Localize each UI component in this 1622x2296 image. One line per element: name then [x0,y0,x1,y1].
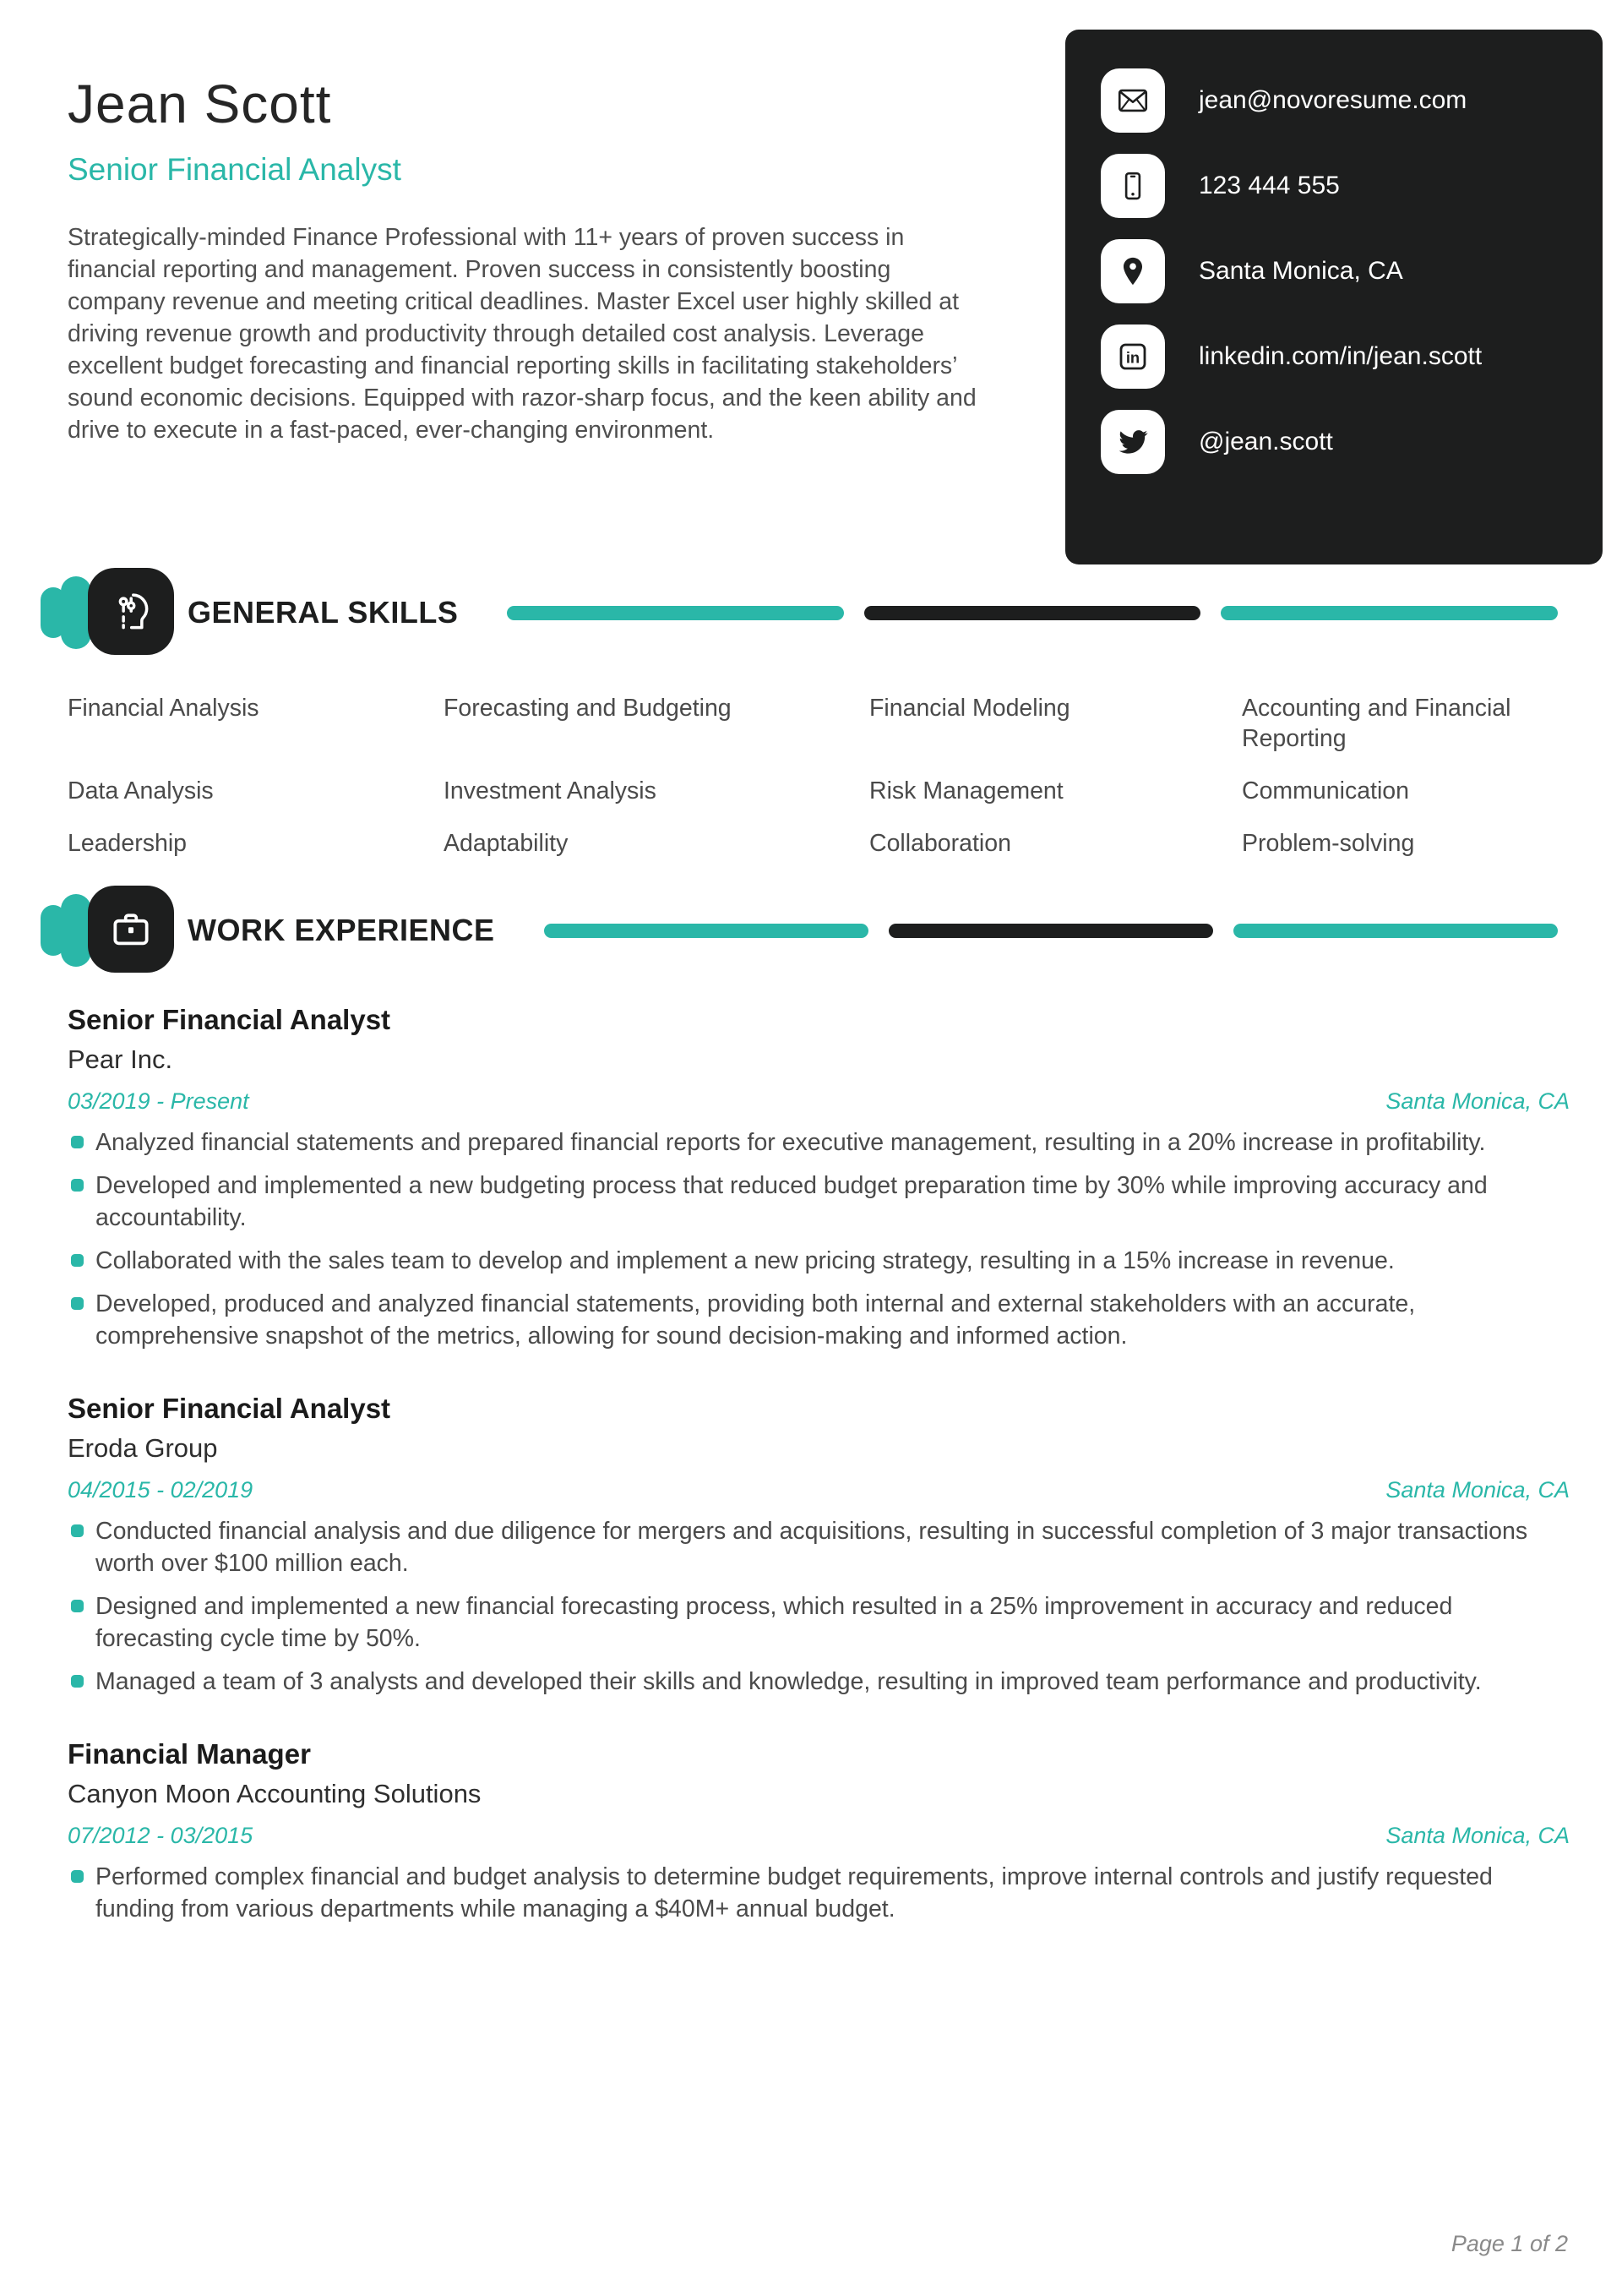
skill-item: Problem-solving [1242,830,1415,857]
skill-item: Financial Modeling [869,695,1070,722]
location-icon [1101,239,1165,303]
contact-card [1065,30,1603,564]
bullet-marker [71,1254,84,1267]
skills-section [41,568,1570,859]
job-title: Financial Manager [68,1738,311,1770]
job-company: Eroda Group [68,1433,218,1463]
rule-segment [544,924,868,938]
bullet-text: Managed a team of 3 analysts and developed their skills and knowledge, resulting in improved team performance and productivity. [95,1668,1482,1695]
bullet-marker [71,1136,84,1148]
contact-row-location [1101,239,1577,303]
skills-head-gears-icon [88,568,174,655]
intro-block [68,73,1022,446]
experience-section-header [41,886,1570,975]
job-company: Pear Inc. [68,1044,173,1074]
job-dates: 07/2012 - 03/2015 [68,1823,253,1848]
person-name: Jean Scott [68,74,332,134]
bullet-marker [71,1297,84,1310]
skill-item: Investment Analysis [444,777,656,804]
job-title: Senior Financial Analyst [68,1004,391,1035]
skills-grid [68,693,1570,859]
bullet-marker [71,1524,84,1537]
skill-item: Adaptability [444,830,569,857]
bullet-text: Developed and implemented a new budgeting process that reduced budget preparation time by 30% while improving accuracy and accountability. [95,1172,1488,1231]
twitter-icon [1101,410,1165,474]
contact-location: Santa Monica, CA [1199,257,1403,285]
contact-twitter: @jean.scott [1199,428,1333,455]
bullet-item [68,1126,1570,1159]
bullet-marker [71,1600,84,1612]
bullet-item [68,1288,1570,1352]
skill-item: Risk Management [869,777,1064,804]
skill-item: Financial Analysis [68,695,259,722]
skill-item: Forecasting and Budgeting [444,695,732,722]
contact-linkedin: linkedin.com/in/jean.scott [1199,342,1483,370]
section-rules [507,606,1558,620]
job-entry [68,1004,1570,1352]
page-number: Page 1 of 2 [1451,2231,1568,2256]
svg-text:in: in [1125,348,1140,367]
job-location: Santa Monica, CA [1385,1823,1570,1848]
job-bullets [68,1861,1570,1925]
bullet-item [68,1666,1570,1698]
job-meta [68,1823,1570,1849]
job-meta [68,1477,1570,1503]
skills-badge [41,568,174,657]
bullet-item [68,1515,1570,1579]
skill-item: Data Analysis [68,777,214,804]
contact-row-email [1101,68,1577,133]
jobs-list [68,1004,1570,1925]
experience-badge [41,886,174,975]
contact-row-linkedin [1101,324,1577,389]
skills-section-title: GENERAL SKILLS [188,595,459,630]
job-dates: 04/2015 - 02/2019 [68,1477,253,1502]
skill-item: Communication [1242,777,1409,804]
badge-arc [61,894,91,967]
experience-section [41,886,1570,1925]
briefcase-icon [88,886,174,973]
bullet-marker [71,1870,84,1883]
person-title: Senior Financial Analyst [68,152,401,187]
skill-item: Collaboration [869,830,1011,857]
bullet-text: Performed complex financial and budget analysis to determine budget requirements, improve internal controls and justify requested funding from various departments while managing a $40M+ annual budget. [95,1863,1493,1922]
experience-section-title: WORK EXPERIENCE [188,913,495,947]
bullet-text: Analyzed financial statements and prepared financial reports for executive management, resulting in a 20% increase in profitability. [95,1129,1486,1156]
linkedin-icon [1101,324,1165,389]
section-rules [544,924,1558,938]
bullet-item [68,1245,1570,1277]
rule-segment [864,606,1201,620]
job-bullets [68,1126,1570,1352]
skills-section-header [41,568,1570,657]
job-location: Santa Monica, CA [1385,1088,1570,1114]
job-title: Senior Financial Analyst [68,1393,391,1424]
bullet-marker [71,1675,84,1688]
contact-email: jean@novoresume.com [1199,86,1467,114]
rule-segment [1233,924,1558,938]
job-entry [68,1393,1570,1698]
rule-segment [889,924,1213,938]
job-location: Santa Monica, CA [1385,1477,1570,1502]
bullet-text: Designed and implemented a new financial forecasting process, which resulted in a 25% improvement in accuracy and reduced forecasting cycle time by 50%. [95,1593,1453,1652]
badge-arc [61,576,91,649]
bullet-item [68,1861,1570,1925]
bullet-item [68,1170,1570,1234]
job-meta [68,1088,1570,1115]
rule-segment [1221,606,1558,620]
phone-icon [1101,154,1165,218]
bullet-text: Conducted financial analysis and due diligence for mergers and acquisitions, resulting in successful completion of 3 major transactions worth over $100 million each. [95,1518,1528,1577]
contact-row-phone [1101,154,1577,218]
skill-item: Accounting and Financial Reporting [1242,695,1511,752]
contact-phone: 123 444 555 [1199,172,1340,199]
bullet-item [68,1590,1570,1655]
job-bullets [68,1515,1570,1698]
email-icon [1101,68,1165,133]
summary-text: Strategically-minded Finance Professional with 11+ years of proven success in financial reporting and management. Proven success in consistently boosting company revenue and meeting critical deadlines. Master Excel user highly skilled at driving revenue growth and productivity through detailed cost analysis. Leverage excellent budget forecasting and financial reporting skills in facilitating stakeholders’ sound economic decisions. Equipped with razor-sharp focus, and the keen ability and drive to execute in a fast-paced, ever-changing environment. [68,224,977,444]
job-company: Canyon Moon Accounting Solutions [68,1779,482,1808]
bullet-marker [71,1179,84,1192]
bullet-text: Developed, produced and analyzed financial statements, providing both internal and external stakeholders with an accurate, comprehensive snapshot of the metrics, allowing for sound decision-making and informed action. [95,1290,1416,1350]
job-entry [68,1738,1570,1925]
contact-row-twitter [1101,410,1577,474]
rule-segment [507,606,844,620]
job-dates: 03/2019 - Present [68,1088,249,1114]
skill-item: Leadership [68,830,188,857]
bullet-text: Collaborated with the sales team to develop and implement a new pricing strategy, resulting in a 15% increase in revenue. [95,1247,1395,1274]
